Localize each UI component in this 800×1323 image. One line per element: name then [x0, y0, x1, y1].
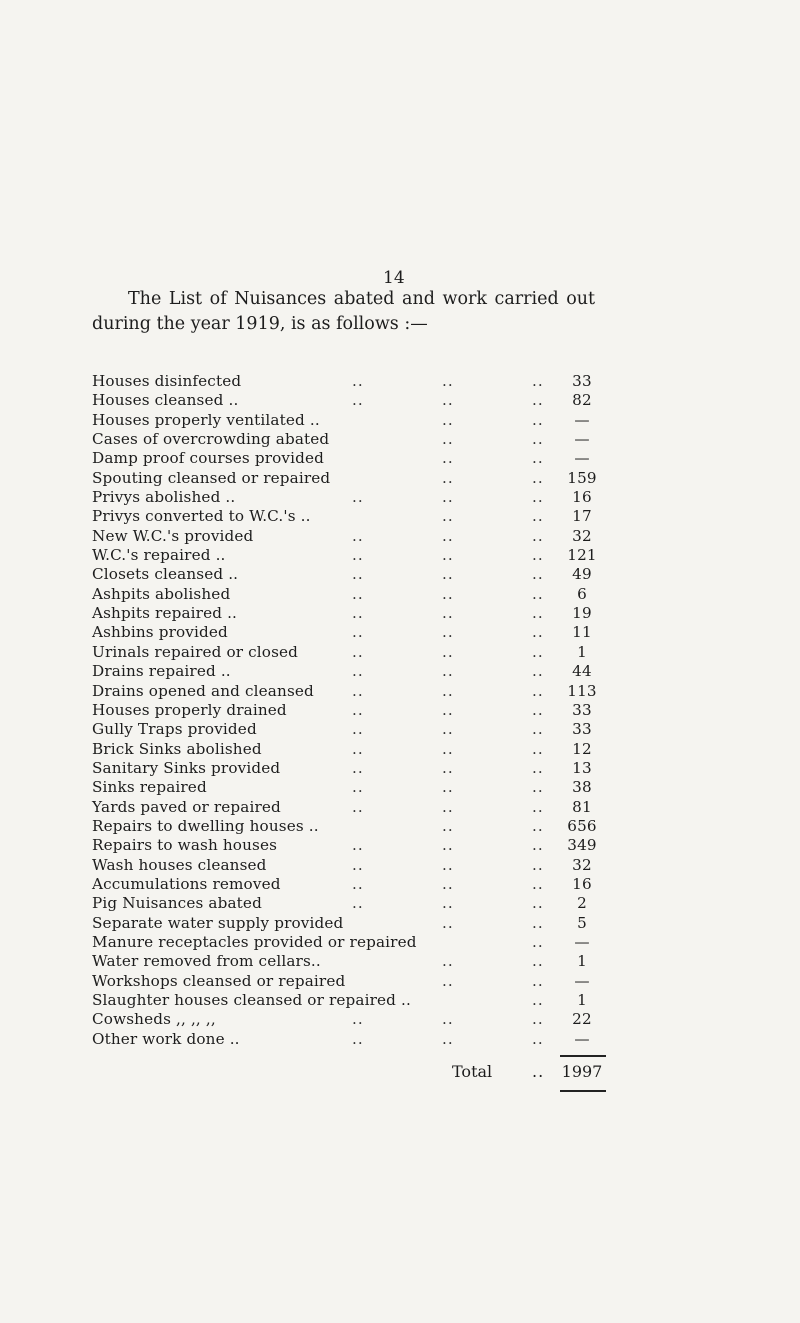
item-label: Other work done ..	[92, 1029, 240, 1048]
leader-dots: ..	[352, 758, 364, 777]
item-label: Wash houses cleansed	[92, 855, 267, 874]
leader-dots: ..	[532, 1029, 544, 1048]
list-item	[92, 1030, 612, 1049]
item-value: 2	[577, 894, 587, 913]
list-item	[92, 720, 612, 739]
leader-dots: ..	[532, 700, 544, 719]
list-item	[92, 372, 612, 391]
item-value: 33	[572, 700, 592, 719]
leader-dots: ..	[532, 836, 544, 855]
item-label: Yards paved or repaired	[92, 797, 281, 816]
item-value: 12	[572, 739, 592, 758]
leader-dots: ..	[442, 410, 454, 429]
leader-dots: ..	[352, 488, 364, 507]
leader-dots: ..	[442, 816, 454, 835]
leader-dots: ..	[442, 430, 454, 449]
item-value: 11	[572, 623, 592, 642]
item-label: Cowsheds ,, ,, ,,	[92, 1010, 216, 1029]
item-value: 349	[567, 836, 597, 855]
list-item	[92, 836, 612, 855]
item-label: Manure receptacles provided or repaired	[92, 932, 417, 951]
item-label: Accumulations removed	[92, 874, 281, 893]
leader-dots: ..	[532, 991, 544, 1009]
leader-dots: ..	[442, 894, 454, 913]
item-value: 656	[567, 816, 597, 835]
leader-dots: ..	[442, 526, 454, 545]
leader-dots: ..	[442, 372, 454, 390]
item-value: 159	[567, 468, 597, 487]
leader-dots: ..	[352, 1010, 364, 1029]
leader-dots: ..	[532, 662, 544, 681]
list-item	[92, 449, 612, 468]
leader-dots: ..	[442, 449, 454, 468]
leader-dots: ..	[442, 604, 454, 623]
item-value: 38	[572, 778, 592, 797]
leader-dots: ..	[442, 720, 454, 739]
leader-dots: ..	[532, 971, 544, 990]
item-label: Separate water supply provided	[92, 913, 344, 932]
leader-dots: ..	[442, 913, 454, 932]
list-item	[92, 894, 612, 913]
item-value: 19	[572, 604, 592, 623]
leader-dots: ..	[532, 739, 544, 758]
item-value: 22	[572, 1010, 592, 1029]
leader-dots: ..	[442, 642, 454, 661]
item-value: 32	[572, 526, 592, 545]
leader-dots: ..	[442, 488, 454, 507]
leader-dots: ..	[352, 700, 364, 719]
leader-dots: ..	[352, 1029, 364, 1048]
leader-dots: ..	[532, 642, 544, 661]
leader-dots: ..	[442, 584, 454, 603]
leader-dots: ..	[352, 739, 364, 758]
item-value: —	[574, 410, 590, 429]
item-value: 33	[572, 372, 592, 390]
leader-dots: ..	[442, 700, 454, 719]
item-label: Sinks repaired	[92, 778, 207, 797]
item-label: Ashpits repaired ..	[92, 604, 238, 623]
item-label: Damp proof courses provided	[92, 449, 325, 468]
list-item	[92, 759, 612, 778]
leader-dots: ..	[352, 681, 364, 700]
item-label: Sanitary Sinks provided	[92, 758, 281, 777]
leader-dots: ..	[532, 410, 544, 429]
leader-dots: ..	[442, 778, 454, 797]
leader-dots: ..	[532, 913, 544, 932]
leader-dots: ..	[532, 449, 544, 468]
intro-line-2: during the year 1919, is as follows :—	[92, 314, 428, 334]
intro-paragraph	[92, 287, 652, 337]
list-item	[92, 1010, 612, 1029]
leader-dots: ..	[352, 855, 364, 874]
item-value: 13	[572, 758, 592, 777]
item-value: 5	[577, 913, 587, 932]
leader-dots: ..	[532, 894, 544, 913]
list-item	[92, 933, 612, 952]
leader-dots: ..	[532, 372, 544, 390]
leader-dots: ..	[352, 391, 364, 410]
list-item	[92, 778, 612, 797]
item-value: 121	[567, 546, 597, 565]
item-value: —	[574, 449, 590, 468]
list-item	[92, 430, 612, 449]
leader-dots: ..	[532, 526, 544, 545]
item-value: 81	[572, 797, 592, 816]
leader-dots: ..	[532, 507, 544, 526]
leader-dots: ..	[442, 739, 454, 758]
item-label: Houses properly ventilated ..	[92, 410, 320, 429]
list-item	[92, 798, 612, 817]
list-item	[92, 856, 612, 875]
leader-dots: ..	[442, 758, 454, 777]
leader-dots: ..	[442, 468, 454, 487]
leader-dots: ..	[532, 584, 544, 603]
item-value: 33	[572, 720, 592, 739]
leader-dots: ..	[532, 816, 544, 835]
nuisances-list	[92, 372, 612, 1049]
item-label: New W.C.'s provided	[92, 526, 254, 545]
list-item	[92, 817, 612, 836]
list-item	[92, 411, 612, 430]
leader-dots: ..	[532, 546, 544, 565]
leader-dots: ..	[352, 662, 364, 681]
item-label: Gully Traps provided	[92, 720, 257, 739]
page-number: 14	[383, 268, 405, 288]
list-item	[92, 991, 612, 1010]
list-item	[92, 488, 612, 507]
leader-dots: ..	[352, 584, 364, 603]
item-label: Slaughter houses cleansed or repaired ..	[92, 991, 411, 1009]
item-label: Privys abolished ..	[92, 488, 236, 507]
leader-dots: ..	[352, 604, 364, 623]
item-label: Houses disinfected	[92, 372, 242, 390]
item-value: —	[574, 1029, 590, 1048]
item-label: Spouting cleansed or repaired	[92, 468, 331, 487]
leader-dots: ..	[352, 836, 364, 855]
item-value: 16	[572, 488, 592, 507]
leader-dots: ..	[442, 662, 454, 681]
list-item	[92, 740, 612, 759]
leader-dots: ..	[442, 855, 454, 874]
item-label: Cases of overcrowding abated	[92, 430, 330, 449]
leader-dots: ..	[352, 642, 364, 661]
list-item	[92, 469, 612, 488]
total-label: Total	[452, 1062, 493, 1081]
item-label: Urinals repaired or closed	[92, 642, 299, 661]
leader-dots: ..	[442, 874, 454, 893]
leader-dots: ..	[532, 778, 544, 797]
item-label: Ashbins provided	[92, 623, 228, 642]
list-item	[92, 701, 612, 720]
item-label: Privys converted to W.C.'s ..	[92, 507, 311, 526]
leader-dots: ..	[442, 971, 454, 990]
list-item	[92, 972, 612, 991]
list-item	[92, 565, 612, 584]
leader-dots: ..	[442, 1010, 454, 1029]
leader-dots: ..	[532, 565, 544, 584]
item-value: —	[574, 932, 590, 951]
leader-dots: ..	[352, 565, 364, 584]
item-value: 17	[572, 507, 592, 526]
leader-dots: ..	[532, 623, 544, 642]
leader-dots: ..	[532, 430, 544, 449]
leader-dots: ..	[532, 604, 544, 623]
leader-dots: ..	[532, 1010, 544, 1029]
leader-dots: ..	[352, 874, 364, 893]
list-item	[92, 952, 612, 971]
item-label: Drains opened and cleansed	[92, 681, 314, 700]
item-value: 82	[572, 391, 592, 410]
item-label: Workshops cleansed or repaired	[92, 971, 346, 990]
total-value: 1997	[561, 1062, 603, 1081]
leader-dots: ..	[532, 952, 544, 971]
item-value: 6	[577, 584, 587, 603]
list-item	[92, 604, 612, 623]
list-item	[92, 875, 612, 894]
leader-dots: ..	[352, 894, 364, 913]
leader-dots: ..	[352, 778, 364, 797]
leader-dots: ..	[352, 623, 364, 642]
item-value: 16	[572, 874, 592, 893]
leader-dots: ..	[442, 681, 454, 700]
leader-dots: ..	[532, 468, 544, 487]
list-item	[92, 914, 612, 933]
list-item	[92, 623, 612, 642]
item-value: —	[574, 971, 590, 990]
total-leader-dots: ..	[532, 1062, 545, 1081]
leader-dots: ..	[352, 546, 364, 565]
list-item	[92, 391, 612, 410]
list-item	[92, 643, 612, 662]
leader-dots: ..	[352, 372, 364, 390]
leader-dots: ..	[352, 797, 364, 816]
leader-dots: ..	[442, 391, 454, 410]
list-item	[92, 682, 612, 701]
item-value: 32	[572, 855, 592, 874]
item-label: Drains repaired ..	[92, 662, 231, 681]
item-label: W.C.'s repaired ..	[92, 546, 226, 565]
leader-dots: ..	[352, 526, 364, 545]
leader-dots: ..	[532, 874, 544, 893]
total-row	[92, 1060, 612, 1084]
leader-dots: ..	[442, 623, 454, 642]
item-label: Pig Nuisances abated	[92, 894, 262, 913]
leader-dots: ..	[532, 758, 544, 777]
list-item	[92, 507, 612, 526]
item-label: Houses properly drained	[92, 700, 287, 719]
leader-dots: ..	[442, 797, 454, 816]
item-label: Closets cleansed ..	[92, 565, 239, 584]
item-label: Repairs to wash houses	[92, 836, 278, 855]
leader-dots: ..	[532, 391, 544, 410]
intro-line-1: The List of Nuisances abated and work carried out	[128, 289, 596, 309]
leader-dots: ..	[442, 1029, 454, 1048]
total-rule-top	[560, 1055, 606, 1057]
leader-dots: ..	[442, 507, 454, 526]
item-label: Water removed from cellars..	[92, 952, 321, 971]
list-item	[92, 662, 612, 681]
leader-dots: ..	[442, 565, 454, 584]
list-item	[92, 546, 612, 565]
leader-dots: ..	[442, 952, 454, 971]
item-value: —	[574, 430, 590, 449]
leader-dots: ..	[442, 546, 454, 565]
leader-dots: ..	[442, 836, 454, 855]
leader-dots: ..	[352, 720, 364, 739]
list-item	[92, 527, 612, 546]
leader-dots: ..	[532, 855, 544, 874]
item-value: 49	[572, 565, 592, 584]
leader-dots: ..	[532, 932, 544, 951]
leader-dots: ..	[532, 720, 544, 739]
leader-dots: ..	[532, 488, 544, 507]
leader-dots: ..	[532, 681, 544, 700]
item-value: 1	[577, 991, 587, 1009]
item-label: Repairs to dwelling houses ..	[92, 816, 319, 835]
item-label: Brick Sinks abolished	[92, 739, 262, 758]
leader-dots: ..	[532, 797, 544, 816]
list-item	[92, 585, 612, 604]
total-rule-bottom	[560, 1090, 606, 1092]
item-value: 1	[577, 952, 587, 971]
item-value: 1	[577, 642, 587, 661]
item-value: 113	[567, 681, 597, 700]
item-label: Houses cleansed ..	[92, 391, 239, 410]
item-label: Ashpits abolished	[92, 584, 231, 603]
item-value: 44	[572, 662, 592, 681]
